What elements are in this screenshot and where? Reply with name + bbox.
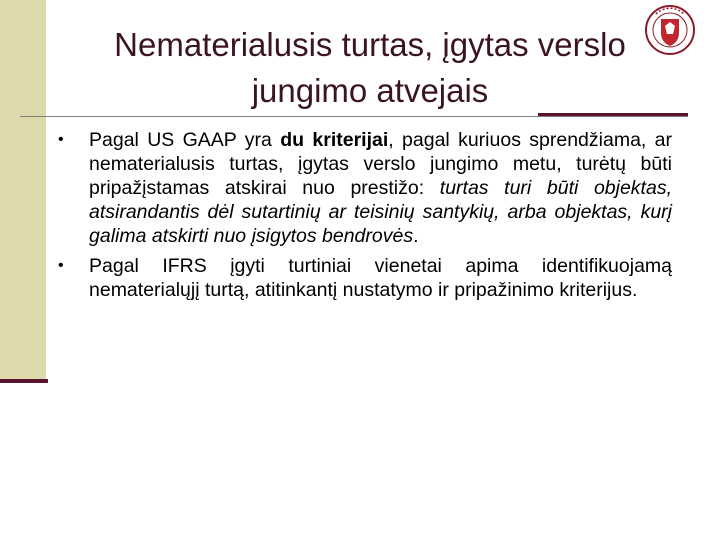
bullet-bold-text: du kriterijai	[280, 129, 389, 151]
bullet-text: .	[413, 225, 419, 247]
left-bar-accent-line	[0, 379, 48, 383]
title-divider-accent	[538, 113, 688, 116]
bullet-text: Pagal US GAAP yra	[89, 129, 281, 151]
slide-title: Nematerialusis turtas, įgytas verslo jungimo atvejais	[114, 26, 626, 109]
bullet-item	[58, 128, 672, 248]
bullet-dot: •	[58, 131, 64, 148]
bullet-list	[58, 128, 672, 308]
bullet-text: , pagal kuriuos sprendžiama, ar nematerialusis turtas, įgytas verslo jungimo metu, turėtų būti pripažįstamas atskirai nuo prestižo:	[89, 129, 673, 199]
bullet-item	[58, 254, 672, 302]
university-crest-icon	[644, 4, 696, 56]
title-divider	[20, 116, 688, 117]
bullet-text: Pagal IFRS įgyti turtiniai vienetai apima identifikuojamą nematerialųjį turtą, atitinkantį nustatymo ir pripažinimo kriterijus.	[89, 255, 672, 301]
bullet-italic-text: turtas turi būti objektas, atsirandantis dėl sutartinių ar teisinių santykių, arba objektas, kurį galima atskirti nuo įsigytos bendrovės	[89, 177, 672, 247]
bullet-dot: •	[58, 257, 64, 274]
left-decorative-bar	[0, 0, 46, 382]
